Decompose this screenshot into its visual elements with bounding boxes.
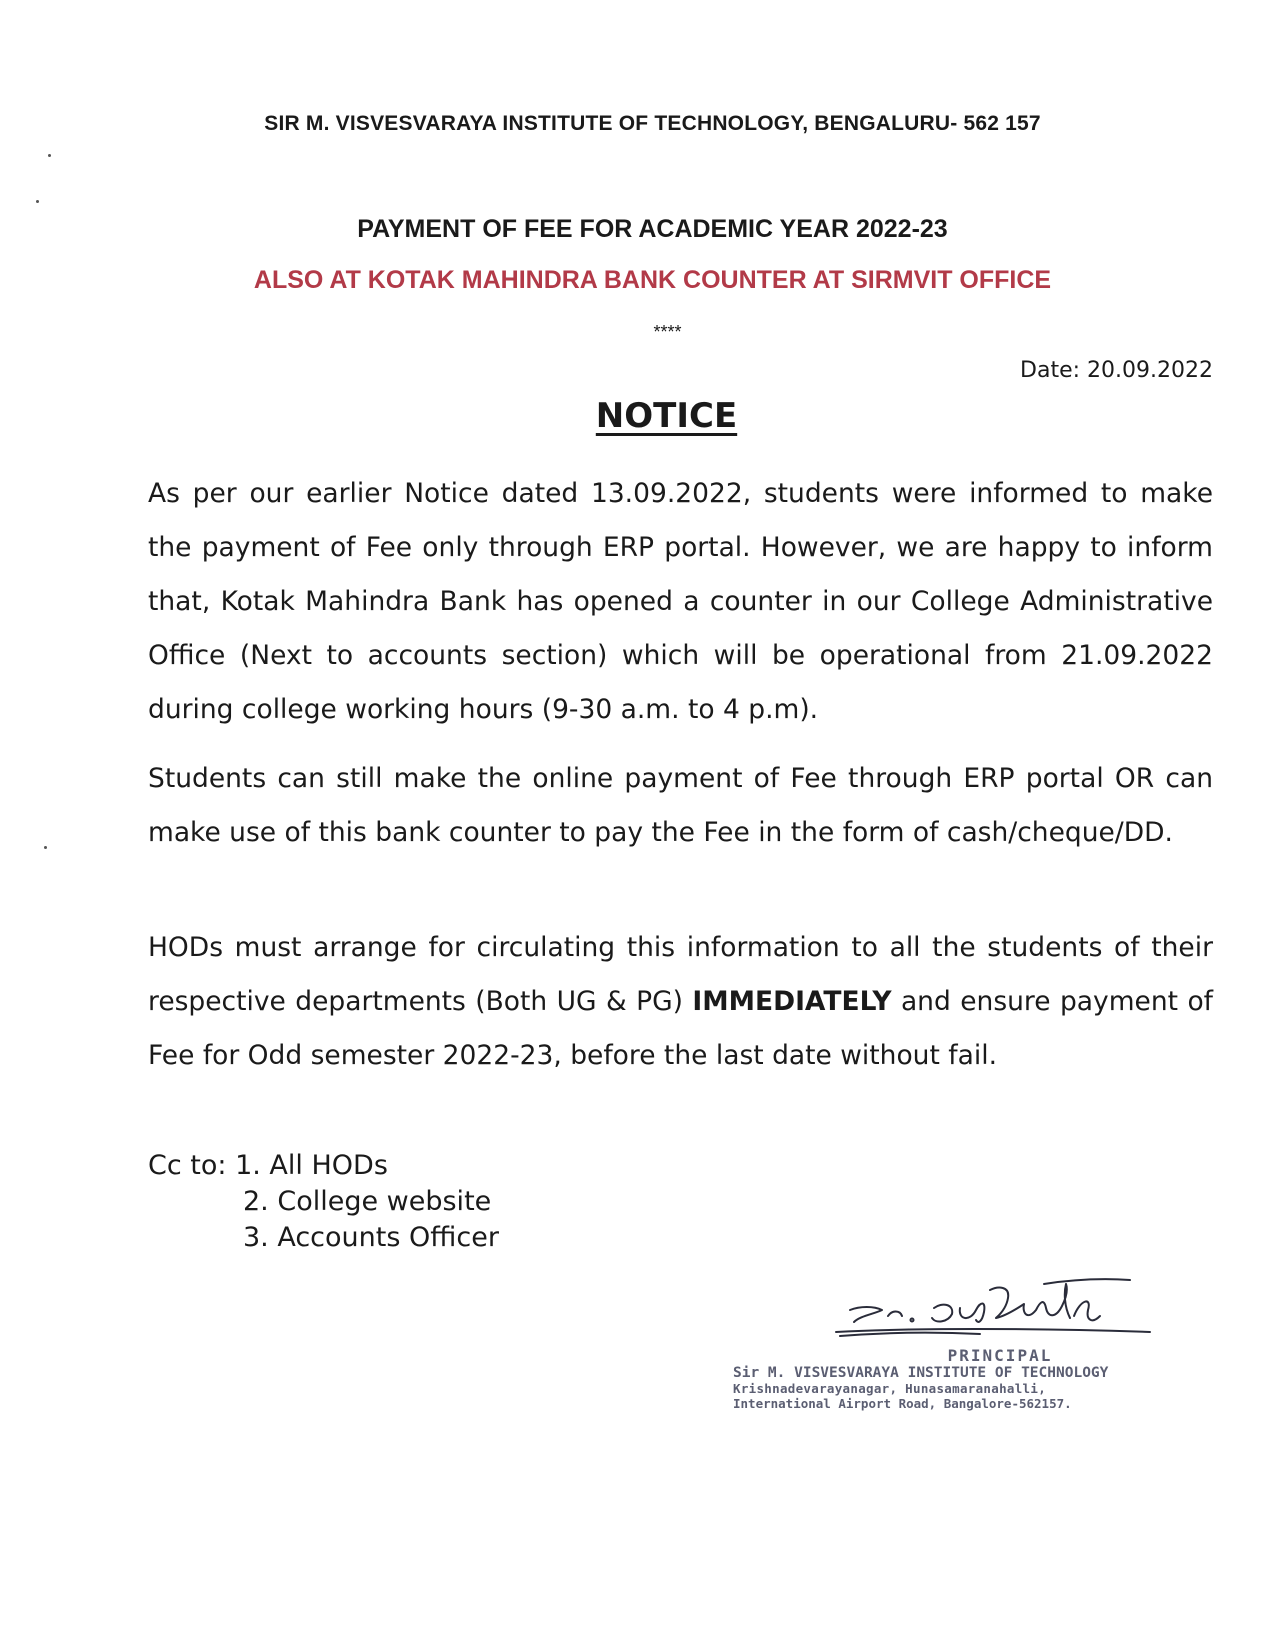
cc-item: 3. Accounts Officer bbox=[243, 1222, 499, 1253]
stamp-line-2: Krishnadevarayanagar, Hunasamaranahalli, bbox=[733, 1381, 1047, 1396]
paragraph-3-text-end: and ensure payment of Fee for Odd semester 2022-23, before the last date without fail. bbox=[148, 986, 1213, 1071]
scan-speck bbox=[48, 154, 51, 157]
separator: **** bbox=[653, 322, 682, 342]
cc-list bbox=[148, 1148, 499, 1256]
principal-stamp bbox=[733, 1346, 1270, 1411]
paragraph-3-emphasis: IMMEDIATELY bbox=[692, 986, 892, 1017]
cc-row bbox=[148, 1148, 499, 1184]
stamp-line-1: Sir M. VISVESVARAYA INSTITUTE OF TECHNOLOGY bbox=[733, 1365, 1109, 1381]
cc-row bbox=[148, 1184, 499, 1220]
document-subtitle: ALSO AT KOTAK MAHINDRA BANK COUNTER AT SIRMVIT OFFICE bbox=[253, 266, 1052, 294]
stamp-title: PRINCIPAL bbox=[947, 1346, 1053, 1365]
handwritten-signature bbox=[830, 1270, 1160, 1350]
cc-row bbox=[148, 1220, 499, 1256]
document-title: PAYMENT OF FEE FOR ACADEMIC YEAR 2022-23 bbox=[357, 215, 948, 243]
scan-speck bbox=[36, 200, 39, 203]
institute-name: SIR M. VISVESVARAYA INSTITUTE OF TECHNOLOGY, BENGALURU- 562 157 bbox=[264, 112, 1041, 135]
paragraph-3-text: HODs must arrange for circulating this information to all the students of their respective departments (Both UG & PG) bbox=[148, 932, 1213, 1017]
signature-block bbox=[733, 1270, 1250, 1411]
cc-item: 1. All HODs bbox=[235, 1150, 388, 1181]
cc-item: 2. College website bbox=[243, 1186, 492, 1217]
notice-date: Date: 20.09.2022 bbox=[1020, 358, 1213, 383]
cc-label: Cc to: bbox=[148, 1150, 236, 1181]
scan-speck bbox=[44, 846, 47, 849]
notice-heading: NOTICE bbox=[595, 396, 738, 436]
paragraph-3 bbox=[148, 921, 1213, 1083]
paragraph-2: Students can still make the online payment of Fee through ERP portal OR can make use of this bank counter to pay the Fee in the form of cash/cheque/DD. bbox=[148, 763, 1213, 848]
stamp-line-3: International Airport Road, Bangalore-562157. bbox=[733, 1396, 1072, 1411]
paragraph-1: As per our earlier Notice dated 13.09.2022, students were informed to make the payment of Fee only through ERP portal. However, we are happy to inform that, Kotak Mahindra Bank has opened a counter in our College Administrative Office (Next to accounts section) which will be operational from 21.09.2022 during college working hours (9-30 a.m. to 4 p.m). bbox=[148, 478, 1213, 725]
